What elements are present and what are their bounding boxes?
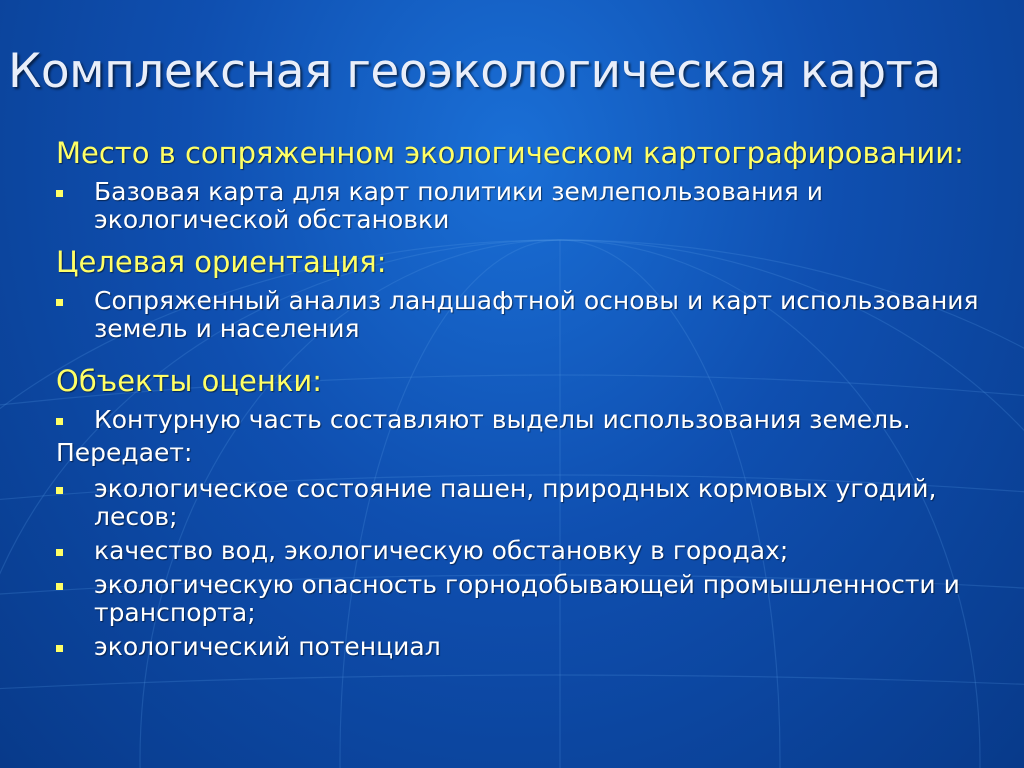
target-bullet-text: Сопряженный анализ ландшафтной основы и карт использования земель и населения: [94, 286, 979, 343]
transmits-item-text: экологический потенциал: [94, 632, 441, 661]
place-bullet-text: Базовая карта для карт политики землепользования и экологической обстановки: [94, 177, 823, 234]
bullet-icon: [56, 299, 63, 306]
bullet-icon: [56, 190, 63, 197]
bullet-icon: [56, 418, 63, 425]
objects-heading: Объекты оценки:: [56, 364, 322, 398]
list-item: [56, 475, 986, 531]
place-heading: Место в сопряженном экологическом картографировании:: [56, 136, 964, 170]
list-item: [56, 287, 986, 343]
slide-content: [56, 138, 986, 661]
bullet-icon: [56, 583, 63, 590]
list-item: [56, 406, 986, 434]
list-item: [56, 537, 986, 565]
list-item: [56, 571, 986, 627]
bullet-icon: [56, 487, 63, 494]
target-heading: Целевая ориентация:: [56, 245, 387, 279]
bullet-icon: [56, 645, 63, 652]
transmits-item-text: экологическое состояние пашен, природных кормовых угодий, лесов;: [94, 474, 937, 531]
transmits-item-text: качество вод, экологическую обстановку в городах;: [94, 536, 789, 565]
bullet-icon: [56, 549, 63, 556]
list-item: [56, 178, 986, 234]
slide-title: Комплексная геоэкологическая карта: [8, 44, 941, 99]
objects-bullet-text: Контурную часть составляют выделы использования земель.: [94, 405, 911, 434]
transmits-label: Передает:: [56, 438, 193, 467]
transmits-item-text: экологическую опасность горнодобывающей промышленности и транспорта;: [94, 570, 960, 627]
list-item: [56, 633, 986, 661]
